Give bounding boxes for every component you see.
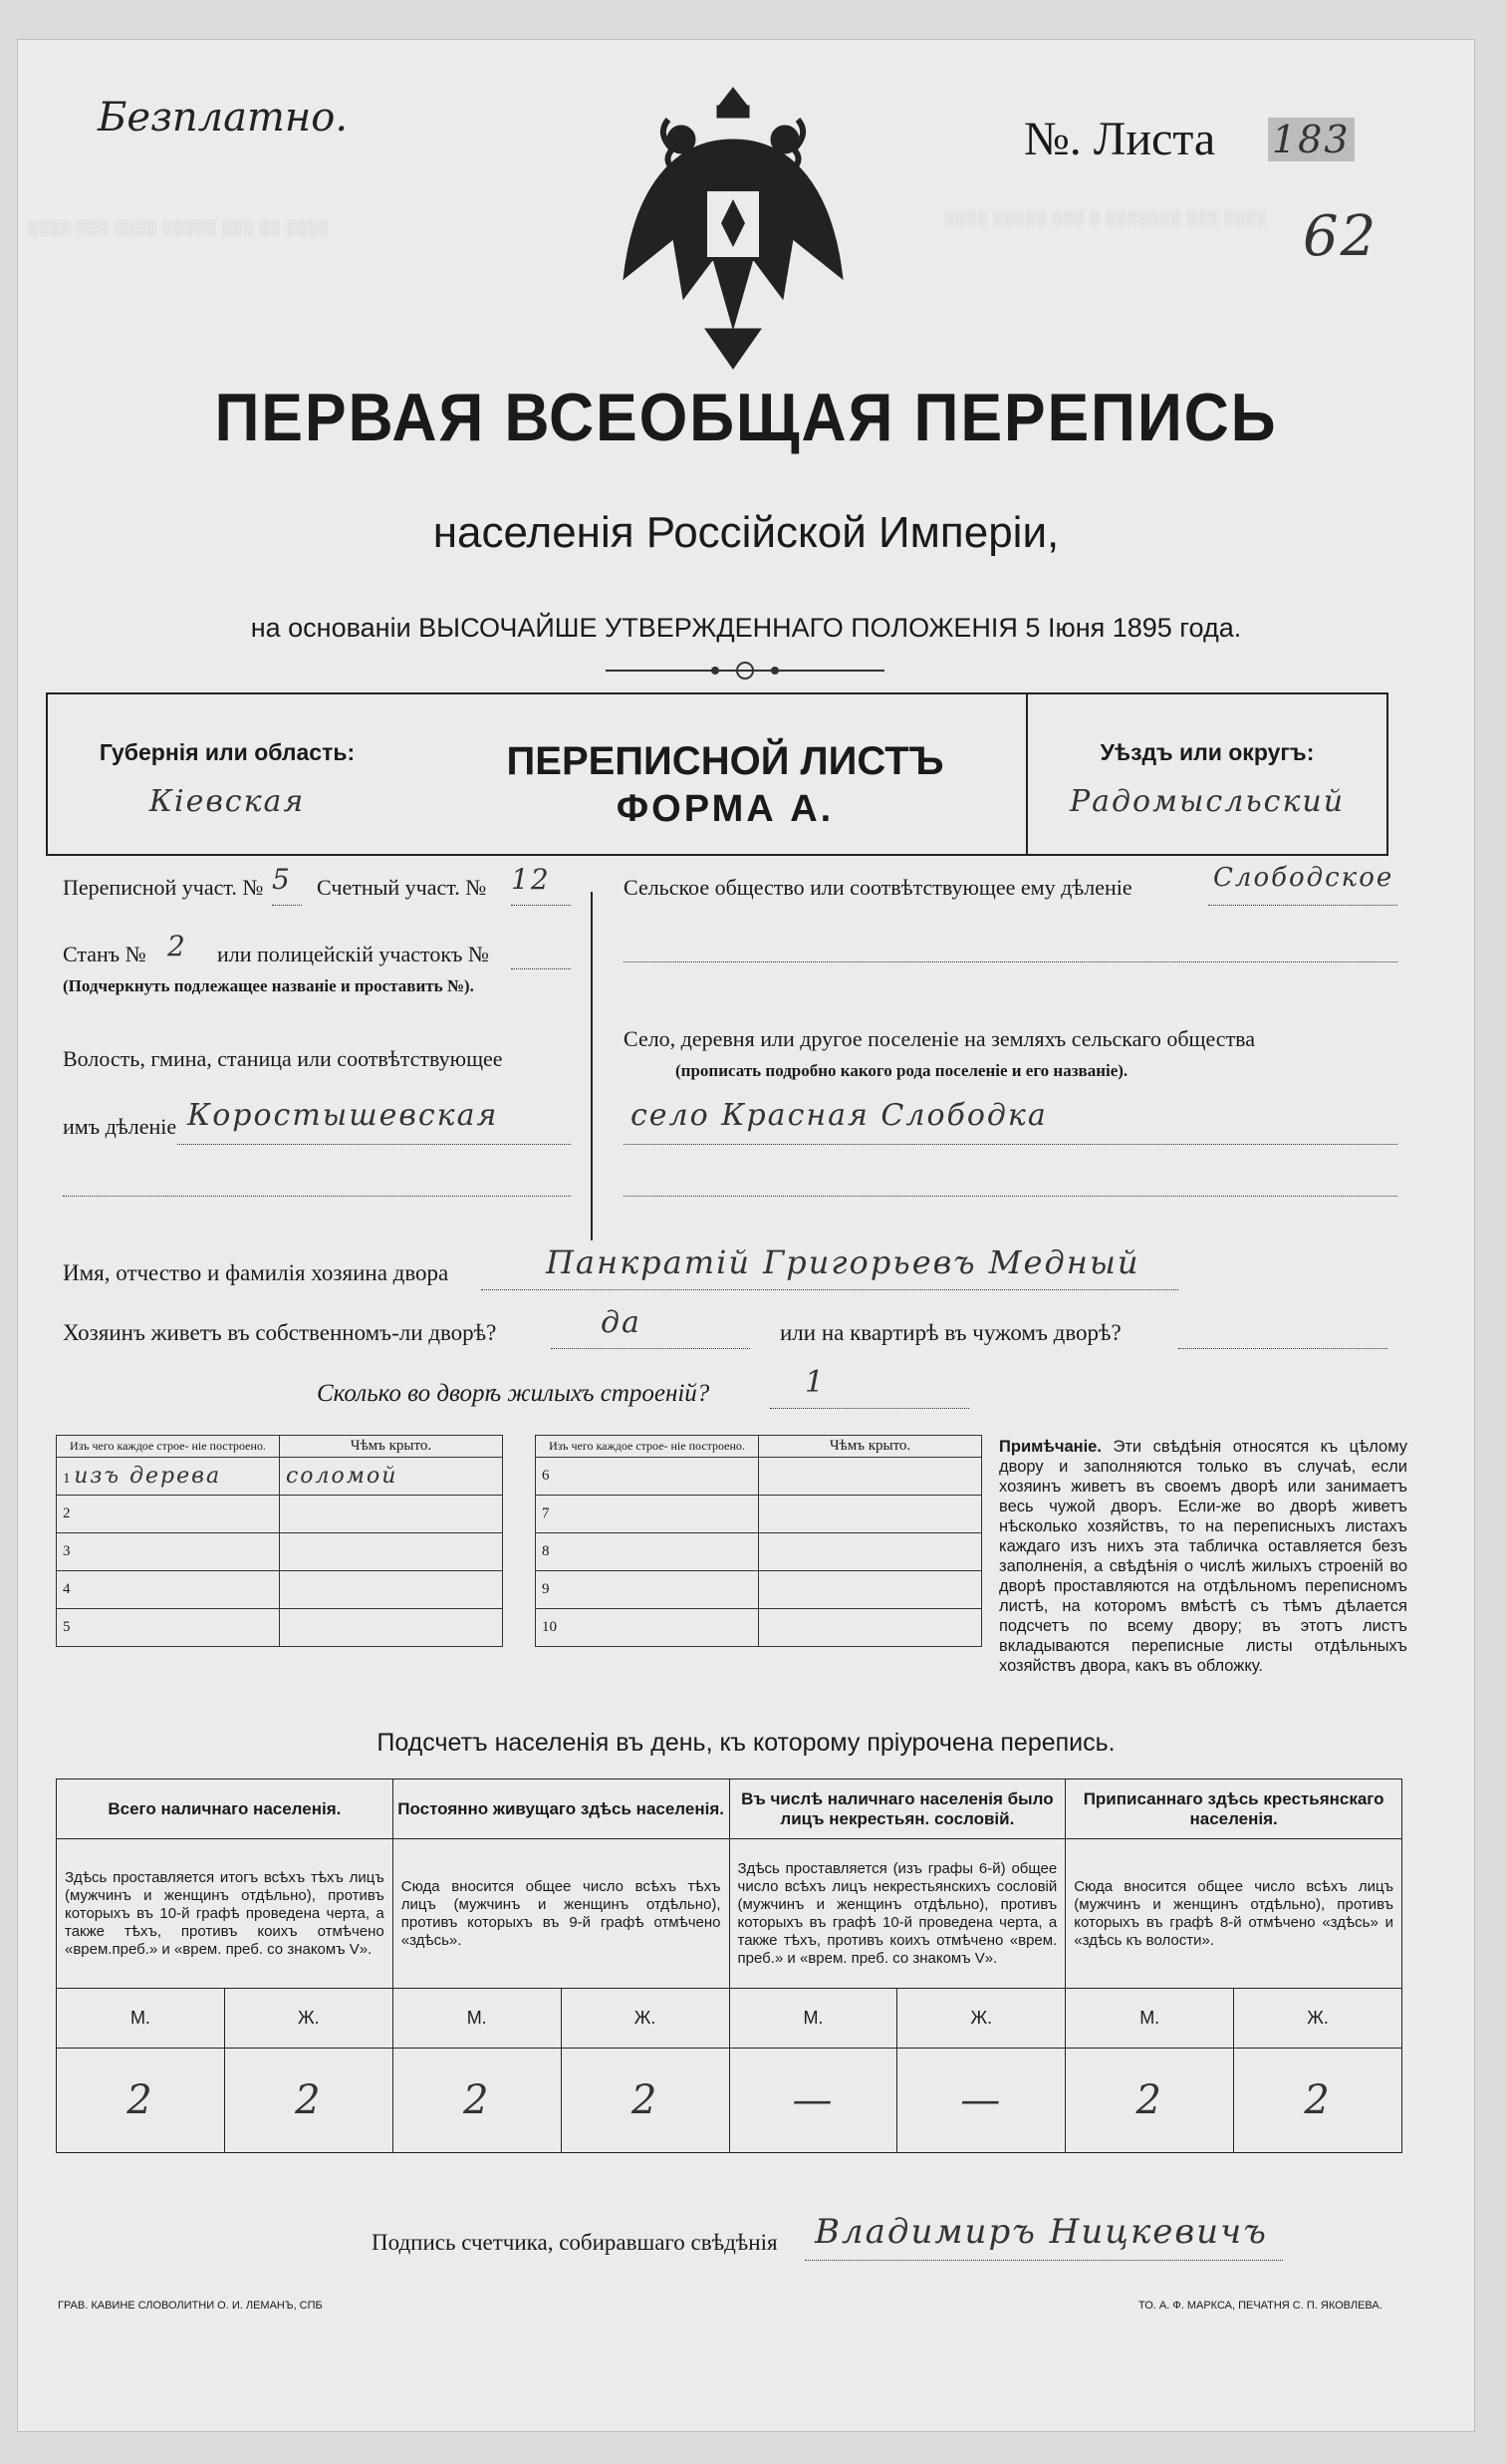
stan-label: Станъ № bbox=[63, 942, 146, 966]
pop-total-f[interactable]: 2 bbox=[224, 2049, 392, 2153]
pop-desc-peasants: Сюда вносится общее число всѣхъ лицъ (мужчинъ и женщинъ отдѣльно), противъ которыхъ въ графѣ 8-й отмѣчено «здѣсь» и «здѣсь къ волости». bbox=[1066, 1839, 1402, 1989]
owner-lives-value[interactable]: да bbox=[601, 1305, 641, 1340]
volost-line bbox=[177, 1144, 571, 1145]
bleed-through-text: ░░░░ ░░░ ░░░░ ░░░░░ ░░░ ░░ ░░░░ bbox=[28, 219, 330, 235]
uezd-value: Радомысльский bbox=[1069, 784, 1346, 819]
owner-name-line bbox=[481, 1289, 1178, 1290]
form-title: ПЕРЕПИСНОЙ ЛИСТЪ bbox=[506, 739, 944, 783]
perepis-uchast-label: Переписной участ. № bbox=[63, 875, 264, 900]
table-row: 1 изъ дерева соломой 6 bbox=[57, 1458, 982, 1496]
table-row: 5 10 bbox=[57, 1609, 982, 1647]
pop-total-m[interactable]: 2 bbox=[57, 2049, 225, 2153]
col-roof-left: Чѣмъ крыто. bbox=[279, 1436, 502, 1458]
population-mf-labels bbox=[57, 1989, 1402, 2049]
buildings-line bbox=[770, 1408, 969, 1409]
perepis-uchast-value[interactable]: 5 bbox=[272, 863, 292, 896]
pop-permanent-m[interactable]: 2 bbox=[392, 2049, 561, 2153]
volost-value[interactable]: Коростышевская bbox=[187, 1098, 499, 1133]
population-descriptions bbox=[57, 1839, 1402, 1989]
pop-head-permanent: Постоянно живущаго здѣсь населенія. bbox=[392, 1780, 729, 1839]
census-sheet bbox=[18, 40, 1474, 2431]
pop-head-peasants: Приписаннаго здѣсь крестьянскаго населенія. bbox=[1066, 1780, 1402, 1839]
basis-line: на основаніи ВЫСОЧАЙШЕ УТВЕРЖДЕННАГО ПОЛОЖЕНІЯ 5 Іюня 1895 года. bbox=[250, 613, 1242, 643]
sheet-number-value: 183 bbox=[1268, 118, 1355, 161]
pop-desc-permanent: Сюда вносится общее число всѣхъ тѣхъ лицъ (мужчинъ и женщинъ отдѣльно), противъ которыхъ въ 9-й графѣ отмѣчено «здѣсь». bbox=[392, 1839, 729, 1989]
f-label: Ж. bbox=[224, 1989, 392, 2049]
schetny-label: Счетный участ. № bbox=[317, 875, 487, 900]
population-values bbox=[57, 2049, 1402, 2153]
table-row: 4 9 bbox=[57, 1571, 982, 1609]
owner-or-line bbox=[1178, 1348, 1387, 1349]
selo-note: (прописать подробно какого рода поселеніе и его названіе). bbox=[675, 1061, 1129, 1080]
pop-desc-noncrest: Здѣсь проставляется (изъ графы 6-й) общее число всѣхъ лицъ некрестьянскихъ сословій (мужчинъ и женщинъ отдѣльно), противъ которыхъ въ графѣ 10-й проведена черта, а также тѣхъ, противъ коихъ отмѣчено «врем. преб.» и «врем. преб. со знакомъ V». bbox=[729, 1839, 1066, 1989]
schetny-value[interactable]: 12 bbox=[511, 863, 551, 896]
field-divider bbox=[591, 892, 593, 1240]
population-title: Подсчетъ населенія въ день, къ которому пріурочена перепись. bbox=[376, 1729, 1116, 1757]
imperial-eagle-emblem-icon bbox=[614, 80, 853, 379]
col-material-right: Изъ чего каждое строе- ніе построено. bbox=[536, 1436, 759, 1458]
gubernia-label: Губернія или область: bbox=[99, 739, 356, 765]
stan-value[interactable]: 2 bbox=[167, 930, 187, 962]
col-material-left: Изъ чего каждое строе- ніе построено. bbox=[57, 1436, 280, 1458]
population-headers bbox=[57, 1780, 1402, 1839]
selskoe-line bbox=[1208, 905, 1397, 906]
page-title: ПЕРВАЯ ВСЕОБЩАЯ ПЕРЕПИСЬ bbox=[214, 380, 1278, 455]
signature-line bbox=[805, 2260, 1283, 2261]
m-label: М. bbox=[57, 1989, 225, 2049]
buildings-value[interactable]: 1 bbox=[805, 1365, 827, 1400]
selo-label: Село, деревня или другое поселеніе на земляхъ сельскаго общества bbox=[624, 1026, 1256, 1051]
owner-lives-line bbox=[551, 1348, 750, 1349]
f-label: Ж. bbox=[561, 1989, 729, 2049]
owner-lives-label: Хозяинъ живетъ въ собственномъ-ли дворѣ? bbox=[63, 1320, 497, 1345]
ornamental-divider-icon bbox=[596, 656, 894, 685]
pop-permanent-f[interactable]: 2 bbox=[561, 2049, 729, 2153]
selskoe-label: Сельское общество или соотвѣтствующее ему дѣленіе bbox=[624, 875, 1132, 900]
form-subtitle: ФОРМА А. bbox=[616, 788, 835, 830]
f-label: Ж. bbox=[1234, 1989, 1402, 2049]
gubernia-box bbox=[46, 692, 406, 856]
pop-noncrest-f[interactable]: — bbox=[897, 2049, 1066, 2153]
free-label: Безплатно. bbox=[98, 95, 349, 140]
note-heading: Примѣчаніе. bbox=[999, 1438, 1102, 1456]
m-label: М. bbox=[1066, 1989, 1234, 2049]
m-label: М. bbox=[729, 1989, 897, 2049]
sheet-number-label: №. Листа bbox=[1024, 113, 1216, 165]
uezd-box bbox=[1026, 692, 1388, 856]
police-label: или полицейскій участокъ № bbox=[217, 942, 489, 966]
selo-line bbox=[624, 1144, 1397, 1145]
selo-value[interactable]: село Красная Слободка bbox=[630, 1098, 1048, 1133]
f-label: Ж. bbox=[897, 1989, 1066, 2049]
pop-head-noncrest: Въ числѣ наличнаго населенія было лицъ некрестьян. сословій. bbox=[729, 1780, 1066, 1839]
schetny-line bbox=[511, 905, 571, 906]
selskoe-value[interactable]: Слободское bbox=[1213, 863, 1394, 893]
table-row: 2 7 bbox=[57, 1496, 982, 1533]
buildings-table bbox=[56, 1435, 982, 1647]
gubernia-value: Кіевская bbox=[148, 784, 306, 819]
pop-head-total: Всего наличнаго населенія. bbox=[57, 1780, 393, 1839]
pop-peasants-m[interactable]: 2 bbox=[1066, 2049, 1234, 2153]
selo-line-2 bbox=[624, 1196, 1397, 1197]
selskoe-line-2 bbox=[624, 961, 1397, 962]
printer-right: ТО. А. Ф. МАРКСА, ПЕЧАТНЯ С. П. ЯКОВЛЕВА. bbox=[1138, 2300, 1382, 2312]
buildings-table-header bbox=[57, 1436, 982, 1458]
col-roof-right: Чѣмъ крыто. bbox=[759, 1436, 982, 1458]
form-title-box bbox=[406, 692, 1044, 856]
population-table bbox=[56, 1779, 1402, 2153]
pop-noncrest-m[interactable]: — bbox=[729, 2049, 897, 2153]
owner-name-value[interactable]: Панкратій Григорьевъ Медный bbox=[546, 1243, 1140, 1281]
volost-line-2 bbox=[63, 1196, 571, 1197]
note-block bbox=[999, 1437, 1407, 1676]
buildings-label: Сколько во дворѣ жилыхъ строеній? bbox=[317, 1380, 710, 1407]
volost-label-2: имъ дѣленіе bbox=[63, 1114, 177, 1139]
printer-left: ГРАВ. КАВИНЕ СЛОВОЛИТНИ О. И. ЛЕМАНЪ, СПБ bbox=[58, 2300, 323, 2312]
pop-desc-total: Здѣсь проставляется итогъ всѣхъ тѣхъ лицъ (мужчинъ и женщинъ отдѣльно), противъ которыхъ въ 10-й графѣ проведена черта, а также тѣхъ, противъ коихъ отмѣчено «врем.преб.» и «врем. преб. со знакомъ V». bbox=[57, 1839, 393, 1989]
volost-label: Волость, гмина, станица или соотвѣтствующее bbox=[63, 1046, 503, 1071]
page-subtitle: населенія Россійской Имперіи, bbox=[432, 508, 1060, 557]
police-line bbox=[511, 968, 571, 969]
underline-note: (Подчеркнуть подлежащее названіе и проставить №). bbox=[63, 976, 474, 995]
signature-value[interactable]: Владимиръ Ницкевичъ bbox=[815, 2212, 1268, 2252]
perepis-line bbox=[272, 905, 302, 906]
bleed-through-text: ░░░░ ░░░░░ ░░░ ░ ░░░░░░░ ░░░ ░░░░ bbox=[944, 209, 1268, 225]
note-text: Эти свѣдѣнія относятся къ цѣлому двору и заполняются только въ случаѣ, если хозяинъ живетъ въ своемъ дворѣ или занимаетъ весь чужой дворъ. Если-же во дворѣ живетъ нѣсколько хозяйствъ, то на переписныхъ листахъ каждаго изъ нихъ эта табличка оставляется безъ заполненія, а свѣдѣнія о числѣ жилыхъ строеній во дворѣ проставляются на отдѣльномъ переписномъ листѣ, на которомъ вмѣстѣ съ тѣмъ дѣлается подсчетъ по всему двору; въ этотъ листъ вкладываются переписные листы отдѣльныхъ хозяйствъ двора, какъ въ обложку. bbox=[999, 1438, 1407, 1675]
owner-name-label: Имя, отчество и фамилія хозяина двора bbox=[63, 1260, 449, 1285]
table-row: 3 8 bbox=[57, 1533, 982, 1571]
signature-label: Подпись счетчика, собиравшаго свѣдѣнія bbox=[372, 2230, 778, 2255]
pop-peasants-f[interactable]: 2 bbox=[1234, 2049, 1402, 2153]
owner-or-label: или на квартирѣ въ чужомъ дворѣ? bbox=[780, 1320, 1122, 1345]
margin-number: 62 bbox=[1303, 204, 1379, 269]
uezd-label: Уѣздъ или округъ: bbox=[1100, 739, 1315, 765]
m-label: М. bbox=[392, 1989, 561, 2049]
